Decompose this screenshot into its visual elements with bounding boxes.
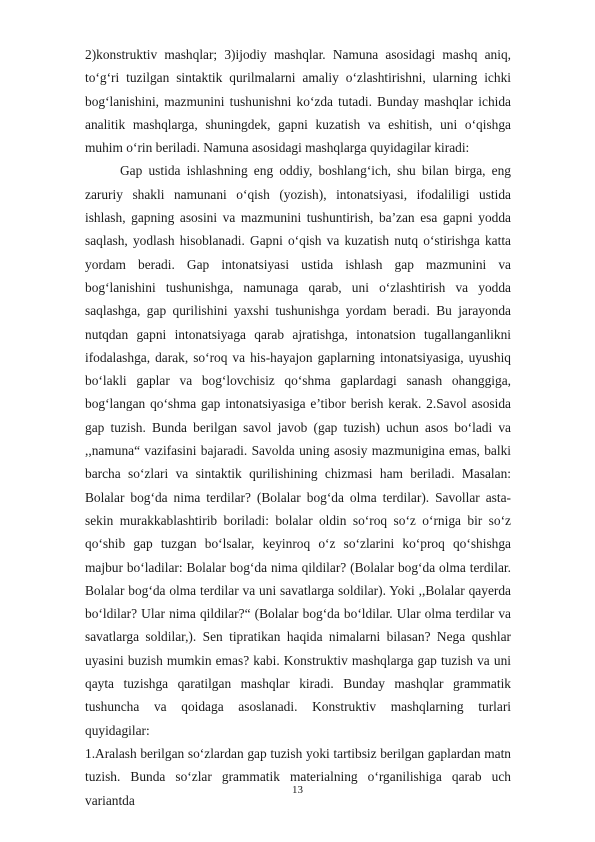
paragraph-1: 2)konstruktiv mashqlar; 3)ijodiy mashqlar. Namuna asosidagi mashq aniq, to‘g‘ri tuzilgan sintaktik qurilmalarni amaliy o‘zlashtirishni, ularning ichki bog‘lanishini, mazmunini tushunishni ko‘zda tutadi. Bunday mashqlar ichida analitik mashqlarga, shuningdek, gapni kuzatish va eshitish, uni o‘qishga muhim o‘rin beriladi. Namuna asosidagi mashqlarga quyidagilar kiradi: bbox=[85, 47, 511, 156]
body-text bbox=[85, 43, 511, 812]
page-number: 13 bbox=[292, 784, 303, 796]
paragraph-3: 1.Aralash berilgan so‘zlardan gap tuzish yoki tartibsiz berilgan gaplardan matn tuzish. Bunda so‘zlar grammatik materialning o‘rganilishiga qarab uch variantda bbox=[85, 745, 511, 808]
paragraph-2: Gap ustida ishlashning eng oddiy, boshlang‘ich, shu bilan birga, eng zaruriy shakli namunani o‘qish (yozish), intonatsiyasi, ifodaliligi ustida ishlash, gapning asosini va mazmunini tushuntirish, ba’zan esa gapni yodda saqlash, yodlash hisoblanadi. Gapni o‘qish va kuzatish nutq o‘stirishga katta yordam beradi. Gap intonatsiyasi ustida ishlash gap mazmunini va bog‘lanishini tushunishga, namunaga qarab, uni o‘zlashtirish va yodda saqlashga, gap qurilishini yaxshi tushunishga yordam beradi. Bu jarayonda nutqdan gapni intonatsiyaga qarab ajratishga, intonatsion tugallanganlikni ifodalashga, darak, so‘roq va his-hayajon gaplarning intonatsiyasiga, uyushiq bo‘lakli gaplar va bog‘lovchisiz qo‘shma gaplardagi sanash ohanggiga, bog‘langan qo‘shma gap intonatsiyasiga e’tibor berish kerak. 2.Savol asosida gap tuzish. Bunda berilgan savol javob (gap tuzish) uchun asos bo‘ladi va ,,namuna“ vazifasini bajaradi. Savolda uning asosiy mazmunigina emas, balki barcha so‘zlari va sintaktik qurilishining chizmasi ham beriladi. Masalan: Bolalar bog‘da nima terdilar? (Bolalar bog‘da olma terdilar). Savollar asta-sekin murakkablashtirib boriladi: bolalar oldin so‘roq so‘z o‘rniga bir so‘z qo‘shib gap tuzgan bo‘lsalar, keyinroq o‘z so‘zlarini ko‘proq qo‘shishga majbur bo‘ladilar: Bolalar bog‘da nima qildilar? (Bolalar bog‘da olma terdilar. Bolalar bog‘da olma terdilar va uni savatlarga soldilar). Yoki ,,Bolalar qayerda bo‘ldilar? Ular nima qildilar?“ (Bolalar bog‘da bo‘ldilar. Ular olma terdilar va savatlarga soldilar,). Sen tipratikan haqida nimalarni bilasan? Nega qushlar uyasini buzish mumkin emas? kabi. Konstruktiv mashqlarga gap tuzish va uni qayta tuzishga qaratilgan mashqlar kiradi. Bunday mashqlar grammatik tushuncha va qoidaga asoslanadi. Konstruktiv mashqlarning turlari quyidagilar: bbox=[85, 163, 511, 738]
